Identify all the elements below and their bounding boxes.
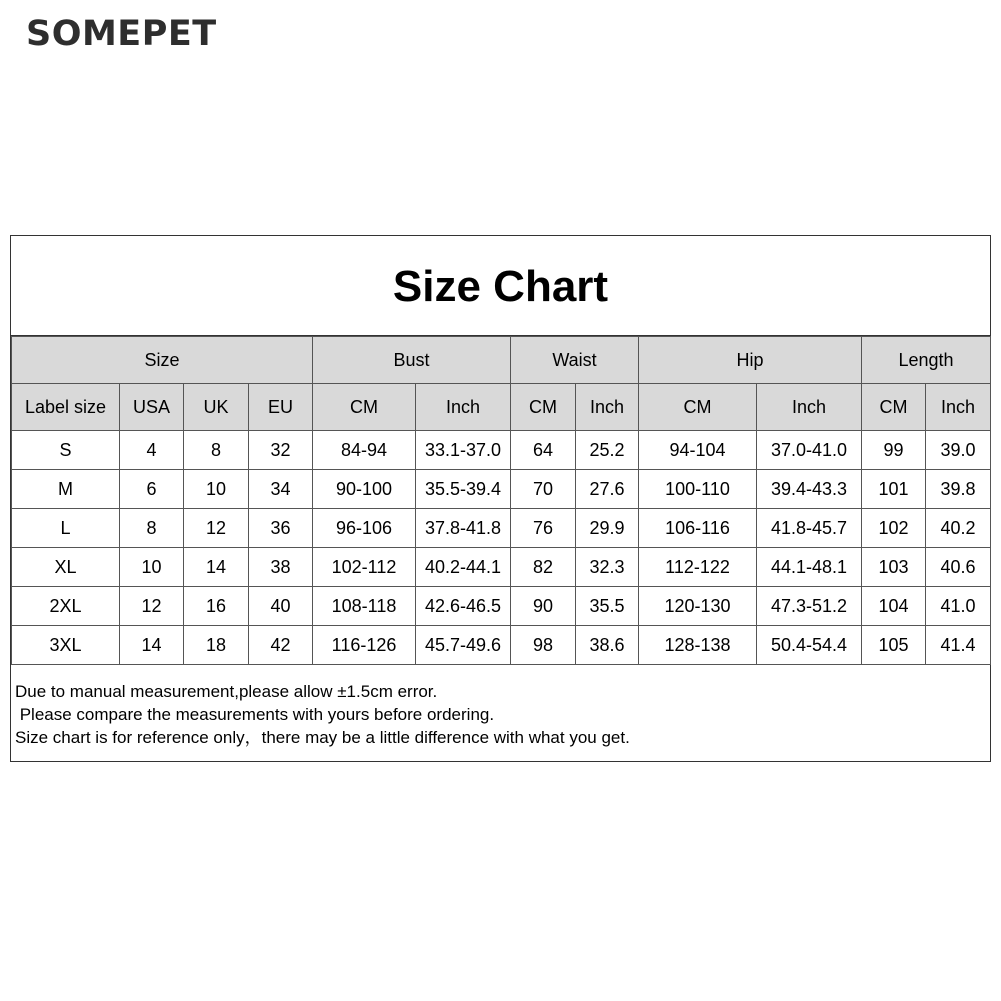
table-cell: 104 [862,587,926,626]
table-cell: 40.2-44.1 [416,548,511,587]
table-cell: 108-118 [313,587,416,626]
table-cell: 3XL [12,626,120,665]
table-cell: 47.3-51.2 [757,587,862,626]
note-line: Due to manual measurement,please allow ±1.5cm error. [15,682,438,701]
table-cell: 42.6-46.5 [416,587,511,626]
table-cell: 27.6 [576,470,639,509]
table-cell: 39.8 [926,470,991,509]
sub-header-hip-cm: CM [639,384,757,431]
table-cell: 8 [120,509,184,548]
notes [11,665,990,749]
table-cell: 82 [511,548,576,587]
table-cell: XL [12,548,120,587]
table-cell: 94-104 [639,431,757,470]
sub-header-uk: UK [184,384,249,431]
table-cell: 40.2 [926,509,991,548]
sub-header-bust-inch: Inch [416,384,511,431]
table-cell: 45.7-49.6 [416,626,511,665]
table-cell: 25.2 [576,431,639,470]
table-row [12,470,991,509]
table-cell: 41.0 [926,587,991,626]
table-cell: 38.6 [576,626,639,665]
table-cell: 12 [120,587,184,626]
table-cell: 50.4-54.4 [757,626,862,665]
table-cell: 4 [120,431,184,470]
chart-title: Size Chart [392,261,609,311]
table-row [12,509,991,548]
table-cell: 36 [249,509,313,548]
group-header-size: Size [12,337,313,384]
table-cell: 35.5 [576,587,639,626]
sub-header-usa: USA [120,384,184,431]
sub-header-waist-inch: Inch [576,384,639,431]
note-line: Size chart is for reference only，there may be a little difference with what you get. [15,728,630,747]
sub-header-waist-cm: CM [511,384,576,431]
table-cell: 90-100 [313,470,416,509]
table-cell: 101 [862,470,926,509]
table-cell: 103 [862,548,926,587]
size-chart [10,235,991,762]
table-cell: 35.5-39.4 [416,470,511,509]
table-cell: 106-116 [639,509,757,548]
table-cell: 10 [184,470,249,509]
table-row [12,431,991,470]
group-header-length: Length [862,337,991,384]
table-cell: 98 [511,626,576,665]
table-cell: 14 [120,626,184,665]
table-row [12,626,991,665]
table-row [12,587,991,626]
table-cell: 128-138 [639,626,757,665]
table-cell: 12 [184,509,249,548]
table-cell: 29.9 [576,509,639,548]
table-cell: 102-112 [313,548,416,587]
sub-header-hip-inch: Inch [757,384,862,431]
table-cell: 40.6 [926,548,991,587]
table-cell: L [12,509,120,548]
table-cell: 33.1-37.0 [416,431,511,470]
table-cell: 96-106 [313,509,416,548]
size-table [11,336,991,665]
sub-header-eu: EU [249,384,313,431]
sub-header-length-inch: Inch [926,384,991,431]
table-cell: 18 [184,626,249,665]
table-cell: 6 [120,470,184,509]
note-line: Please compare the measurements with yours before ordering. [15,705,495,724]
group-header-waist: Waist [511,337,639,384]
table-cell: 100-110 [639,470,757,509]
table-cell: 90 [511,587,576,626]
table-body [12,431,991,665]
group-header-row [12,337,991,384]
table-cell: 39.4-43.3 [757,470,862,509]
table-cell: 34 [249,470,313,509]
title-row [11,236,990,336]
sub-header-bust-cm: CM [313,384,416,431]
table-row [12,548,991,587]
table-cell: 99 [862,431,926,470]
table-cell: 105 [862,626,926,665]
table-cell: 40 [249,587,313,626]
sub-header-length-cm: CM [862,384,926,431]
table-cell: 38 [249,548,313,587]
table-cell: 116-126 [313,626,416,665]
table-cell: 2XL [12,587,120,626]
sub-header-row [12,384,991,431]
table-cell: 41.8-45.7 [757,509,862,548]
table-cell: 37.0-41.0 [757,431,862,470]
table-cell: 39.0 [926,431,991,470]
table-cell: 8 [184,431,249,470]
table-cell: M [12,470,120,509]
group-header-hip: Hip [639,337,862,384]
table-cell: S [12,431,120,470]
group-header-bust: Bust [313,337,511,384]
table-cell: 42 [249,626,313,665]
table-cell: 44.1-48.1 [757,548,862,587]
table-cell: 14 [184,548,249,587]
sub-header-label-size: Label size [12,384,120,431]
table-cell: 37.8-41.8 [416,509,511,548]
table-cell: 102 [862,509,926,548]
table-cell: 16 [184,587,249,626]
brand-logo: SOMEPET [26,14,217,54]
table-cell: 70 [511,470,576,509]
table-cell: 32 [249,431,313,470]
table-cell: 10 [120,548,184,587]
table-cell: 41.4 [926,626,991,665]
table-cell: 112-122 [639,548,757,587]
table-cell: 32.3 [576,548,639,587]
table-cell: 120-130 [639,587,757,626]
table-cell: 84-94 [313,431,416,470]
table-cell: 64 [511,431,576,470]
table-cell: 76 [511,509,576,548]
